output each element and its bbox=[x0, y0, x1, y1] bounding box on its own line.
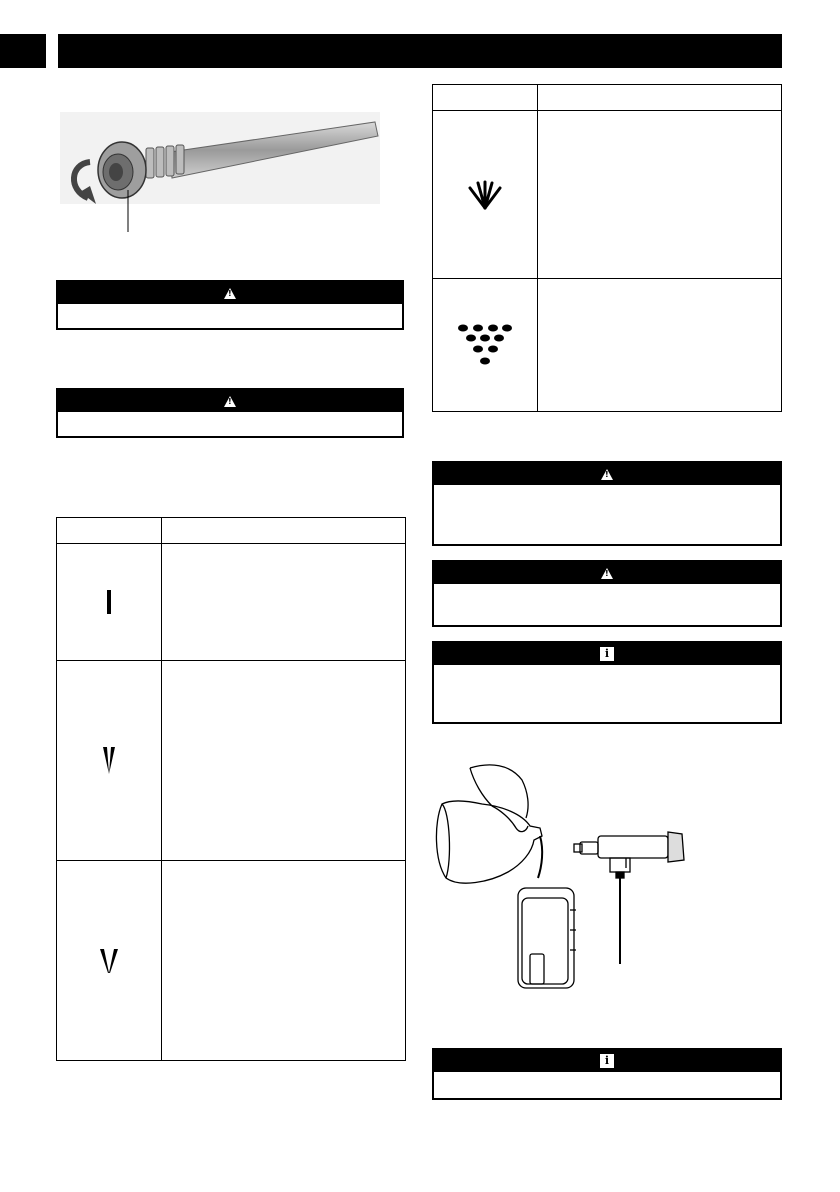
warning-box-4 bbox=[432, 560, 782, 627]
wand-illustration bbox=[60, 112, 380, 237]
detergent-illustration bbox=[430, 760, 690, 992]
warning-triangle-icon bbox=[224, 396, 236, 407]
note-box-2 bbox=[432, 1048, 782, 1100]
soaker-dots-pattern-icon bbox=[433, 279, 537, 411]
note-header bbox=[434, 643, 780, 665]
warning-header bbox=[434, 463, 780, 485]
section-tab bbox=[0, 34, 46, 68]
page-header-bar bbox=[58, 34, 782, 68]
note-header bbox=[434, 1050, 780, 1072]
warning-box-1 bbox=[56, 280, 404, 330]
info-icon: i bbox=[600, 1054, 614, 1068]
warning-triangle-icon bbox=[601, 568, 613, 579]
info-icon: i bbox=[600, 647, 614, 661]
spray-pattern-table-left bbox=[56, 517, 406, 1061]
warning-header bbox=[58, 282, 402, 304]
warning-header bbox=[58, 390, 402, 412]
warning-header bbox=[434, 562, 780, 584]
shower-pattern-icon bbox=[433, 111, 537, 278]
narrow-fan-pattern-icon bbox=[57, 661, 161, 860]
warning-box-2 bbox=[56, 388, 404, 438]
stream-pattern-icon bbox=[57, 544, 161, 660]
spray-pattern-table-right bbox=[432, 84, 782, 412]
warning-triangle-icon bbox=[601, 469, 613, 480]
wide-fan-pattern-icon bbox=[57, 861, 161, 1060]
note-box-1 bbox=[432, 641, 782, 724]
warning-box-3 bbox=[432, 461, 782, 546]
warning-triangle-icon bbox=[224, 288, 236, 299]
